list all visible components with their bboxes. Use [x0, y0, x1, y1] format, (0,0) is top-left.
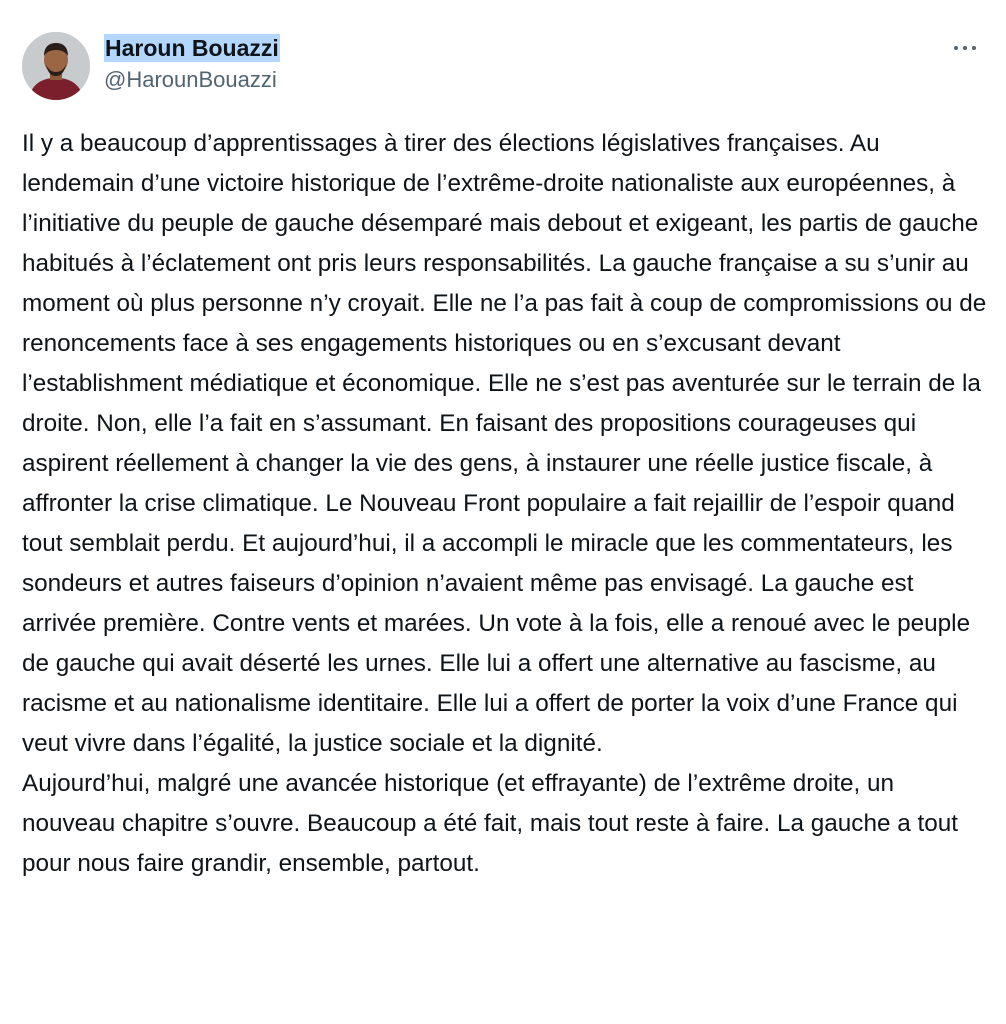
author-names [104, 34, 280, 94]
dot [972, 46, 976, 50]
more-dots-icon[interactable] [952, 40, 980, 56]
avatar-photo-icon [22, 32, 90, 100]
tweet-header [22, 32, 984, 102]
author-handle[interactable]: @HarounBouazzi [104, 67, 277, 92]
dot [963, 46, 967, 50]
tweet-text: Il y a beaucoup d’apprentissages à tirer des élections législatives françaises. Au lendemain d’une victoire historique de l’extrême-droite nationaliste aux européennes, à l’initiative du peuple de gauche désemparé mais debout et exigeant, les partis de gauche habitués à l’éclatement ont pris leurs responsabilités. La gauche française a su s’unir au moment où plus personne n’y croyait. Elle ne l’a pas fait à coup de compromissions ou de renoncements face à ses engagements historiques ou en s’excusant devant l’establishment médiatique et économique. Elle ne s’est pas aventurée sur le terrain de la droite. Non, elle l’a fait en s’assumant. En faisant des propositions courageuses qui aspirent réellement à changer la vie des gens, à instaurer une réelle justice fiscale, à affronter la crise climatique. Le Nouveau Front populaire a fait rejaillir de l’espoir quand tout semblait perdu. Et aujourd’hui, il a accompli le miracle que les commentateurs, les sondeurs et autres faiseurs d’opinion n’avaient même pas envisagé. La gauche est arrivée première. Contre vents et marées. Un vote à la fois, elle a renoué avec le peuple de gauche qui avait déserté les urnes. Elle lui a offert une alternative au fascisme, au racisme et au nationalisme identitaire. Elle lui a offert de porter la voix d’une France qui veut vivre dans l’égalité, la justice sociale et la dignité. Aujourd’hui, malgré une avancée historique (et effrayante) de l’extrême droite, un nouveau chapitre s’ouvre. Beaucoup a été fait, mais tout reste à faire. La gauche a tout pour nous faire grandir, ensemble, partout. [22, 130, 987, 877]
dot [954, 46, 958, 50]
avatar[interactable] [22, 32, 90, 100]
author-display-name[interactable]: Haroun Bouazzi [105, 35, 279, 61]
